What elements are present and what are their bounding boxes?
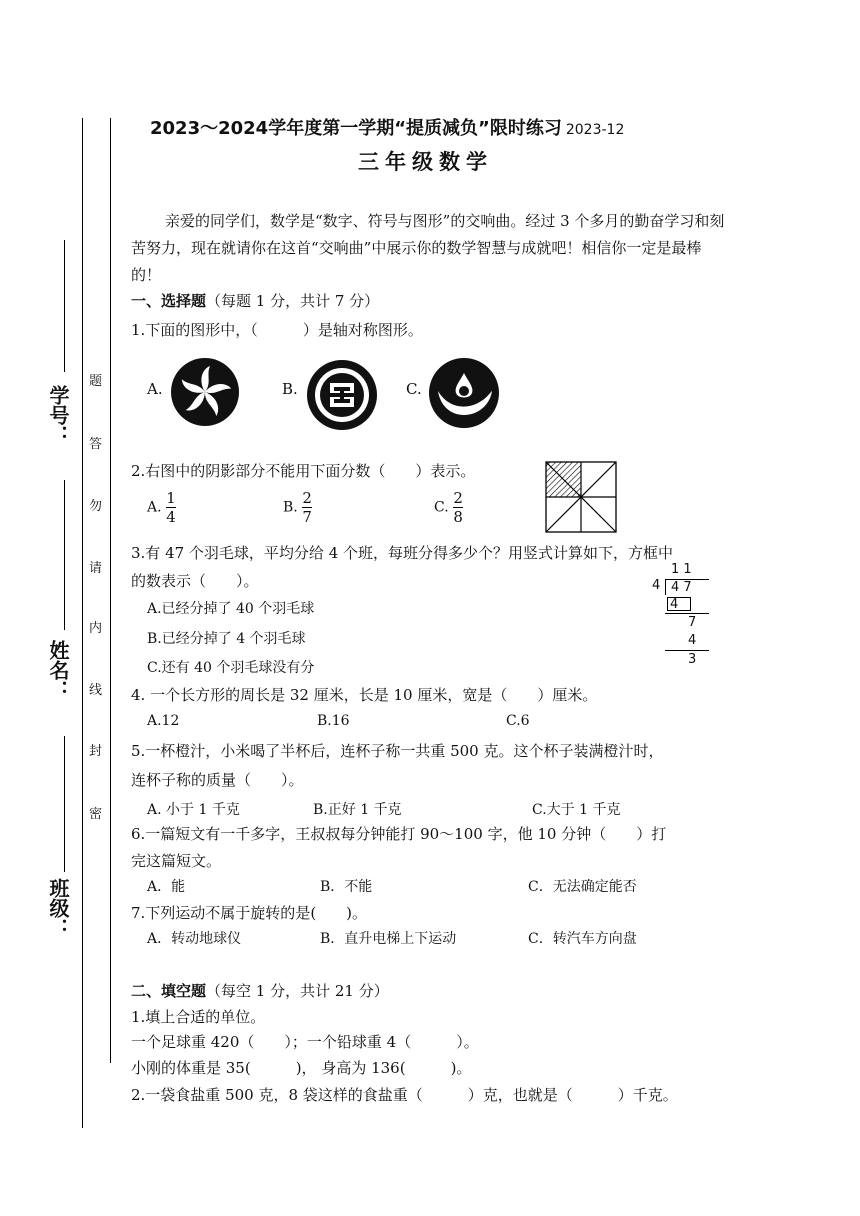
q5-text-line2: 连杯子称的质量（ ）。	[131, 771, 304, 789]
section1-note: （每题 1 分，共计 7 分）	[206, 292, 380, 310]
denominator: 7	[302, 508, 312, 526]
title-text: 2023～2024学年度第一学期“提质减负”限时练习	[150, 118, 562, 139]
seal-char: 请	[89, 561, 103, 576]
q4-text: 4. 一个长方形的周长是 32 厘米，长是 10 厘米，宽是（ ）厘米。	[131, 686, 598, 704]
long-division-figure	[640, 562, 712, 670]
division-quotient: 1 1	[671, 562, 692, 577]
q2-text: 2.右图中的阴影部分不能用下面分数（ ）表示。	[131, 462, 476, 480]
q4-option-c[interactable]: C.6	[506, 713, 530, 729]
s2-q2-text: 2.一袋食盐重 500 克，8 袋这样的食盐重（ ）克，也就是（ ）千克。	[131, 1086, 678, 1104]
water-drop-logo-icon	[428, 357, 500, 429]
q2-a-fraction	[166, 490, 176, 525]
seal-char: 答	[89, 437, 103, 452]
s2-q1-line2: 小刚的体重是 35( )， 身高为 136( )。	[131, 1059, 472, 1077]
q2-option-b[interactable]	[283, 490, 312, 525]
binding-line-inner	[110, 118, 111, 1063]
q2-option-a[interactable]	[147, 490, 176, 525]
seal-char: 勿	[89, 499, 103, 514]
q1-option-c[interactable]: C.	[406, 380, 422, 398]
q2-b-letter: B.	[283, 499, 298, 516]
q2-c-fraction	[453, 490, 463, 525]
division-r2: 4	[688, 633, 697, 648]
bank-logo-icon	[305, 358, 379, 432]
bauhinia-logo-icon	[170, 357, 240, 427]
numerator: 1	[166, 489, 176, 507]
q6-option-a[interactable]: A．能	[147, 879, 186, 895]
numerator: 2	[453, 489, 463, 507]
square-fraction-figure	[545, 461, 617, 533]
section1-heading	[131, 290, 379, 311]
seal-char: 内	[89, 621, 103, 636]
q7-option-c[interactable]: C．转汽车方向盘	[528, 931, 637, 947]
q5-text-line1: 5.一杯橙汁，小米喝了半杯后，连杯子称一共重 500 克。这个杯子装满橙汁时，	[131, 742, 664, 760]
q1-text: 1.下面的图形中，（ ）是轴对称图形。	[131, 321, 423, 339]
seal-char: 密	[89, 807, 103, 822]
division-dividend: 4 7	[671, 580, 692, 595]
division-r3: 3	[688, 652, 697, 667]
denominator: 4	[166, 508, 176, 526]
q5-option-a[interactable]: A. 小于 1 千克	[147, 802, 240, 818]
q2-option-c[interactable]	[434, 490, 463, 525]
division-divisor: 4	[652, 578, 661, 593]
page-title	[150, 114, 624, 140]
q1-option-b[interactable]: B.	[282, 380, 298, 398]
s2-q1-text: 1.填上合适的单位。	[131, 1008, 266, 1026]
seal-char: 线	[89, 683, 103, 698]
name-label: 姓名：	[46, 640, 70, 700]
q1-option-a[interactable]: A.	[147, 380, 163, 398]
denominator: 8	[453, 508, 463, 526]
q6-text-line1: 6.一篇短文有一千多字，王叔叔每分钟能打 90～100 字，他 10 分钟（ ）打	[131, 825, 667, 843]
q7-text: 7.下列运动不属于旋转的是( )。	[131, 904, 368, 922]
section2-title: 二、填空题	[131, 982, 207, 1000]
q2-c-letter: C.	[434, 499, 449, 516]
q3-text-line1: 3.有 47 个羽毛球，平均分给 4 个班，每班分得多少个？用竖式计算如下，方框中	[131, 544, 674, 562]
numerator: 2	[302, 489, 312, 507]
title-date: 2023-12	[565, 122, 625, 138]
binding-line-outer	[82, 118, 83, 1128]
q3-option-c[interactable]: C.还有 40 个羽毛球没有分	[147, 660, 315, 676]
q3-option-a[interactable]: A.已经分掉了 40 个羽毛球	[147, 601, 315, 617]
q7-option-b[interactable]: B．直升电梯上下运动	[320, 931, 457, 947]
student-id-blank[interactable]	[64, 240, 65, 372]
q5-option-c[interactable]: C.大于 1 千克	[532, 802, 621, 818]
section2-heading	[131, 980, 389, 1001]
seal-char: 题	[89, 374, 103, 389]
section1-title: 一、选择题	[131, 292, 207, 310]
class-label: 班级：	[46, 878, 70, 938]
name-blank[interactable]	[64, 480, 65, 630]
q6-option-b[interactable]: B．不能	[320, 879, 373, 895]
q5-option-b[interactable]: B.正好 1 千克	[313, 802, 402, 818]
division-box: 4	[667, 597, 691, 611]
q3-option-b[interactable]: B.已经分掉了 4 个羽毛球	[147, 631, 306, 647]
s2-q1-line1: 一个足球重 420（ ）；一个铅球重 4（ ）。	[131, 1033, 479, 1051]
q7-option-a[interactable]: A．转动地球仪	[147, 931, 242, 947]
seal-char: 封	[89, 744, 103, 759]
q3-text-line2: 的数表示（ ）。	[131, 572, 259, 590]
q6-text-line2: 完这篇短文。	[131, 852, 222, 870]
q6-option-c[interactable]: C．无法确定能否	[528, 879, 637, 895]
q2-b-fraction	[302, 490, 312, 525]
q4-option-b[interactable]: B.16	[317, 713, 350, 729]
q4-option-a[interactable]: A.12	[147, 713, 180, 729]
division-r1: 7	[688, 615, 697, 630]
student-id-label: 学号：	[46, 385, 70, 445]
page-subtitle: 三年级数学	[358, 150, 493, 174]
intro-paragraph: 亲爱的同学们，数学是“数字、符号与图形”的交响曲。经过 3 个多月的勤奋学习和刻苦努力，现在就请你在这首“交响曲”中展示你的数学智慧与成就吧！相信你一定是最棒的！	[131, 212, 725, 284]
section2-note: （每空 1 分，共计 21 分）	[206, 982, 389, 1000]
q2-a-letter: A.	[147, 499, 162, 516]
class-blank[interactable]	[64, 736, 65, 872]
